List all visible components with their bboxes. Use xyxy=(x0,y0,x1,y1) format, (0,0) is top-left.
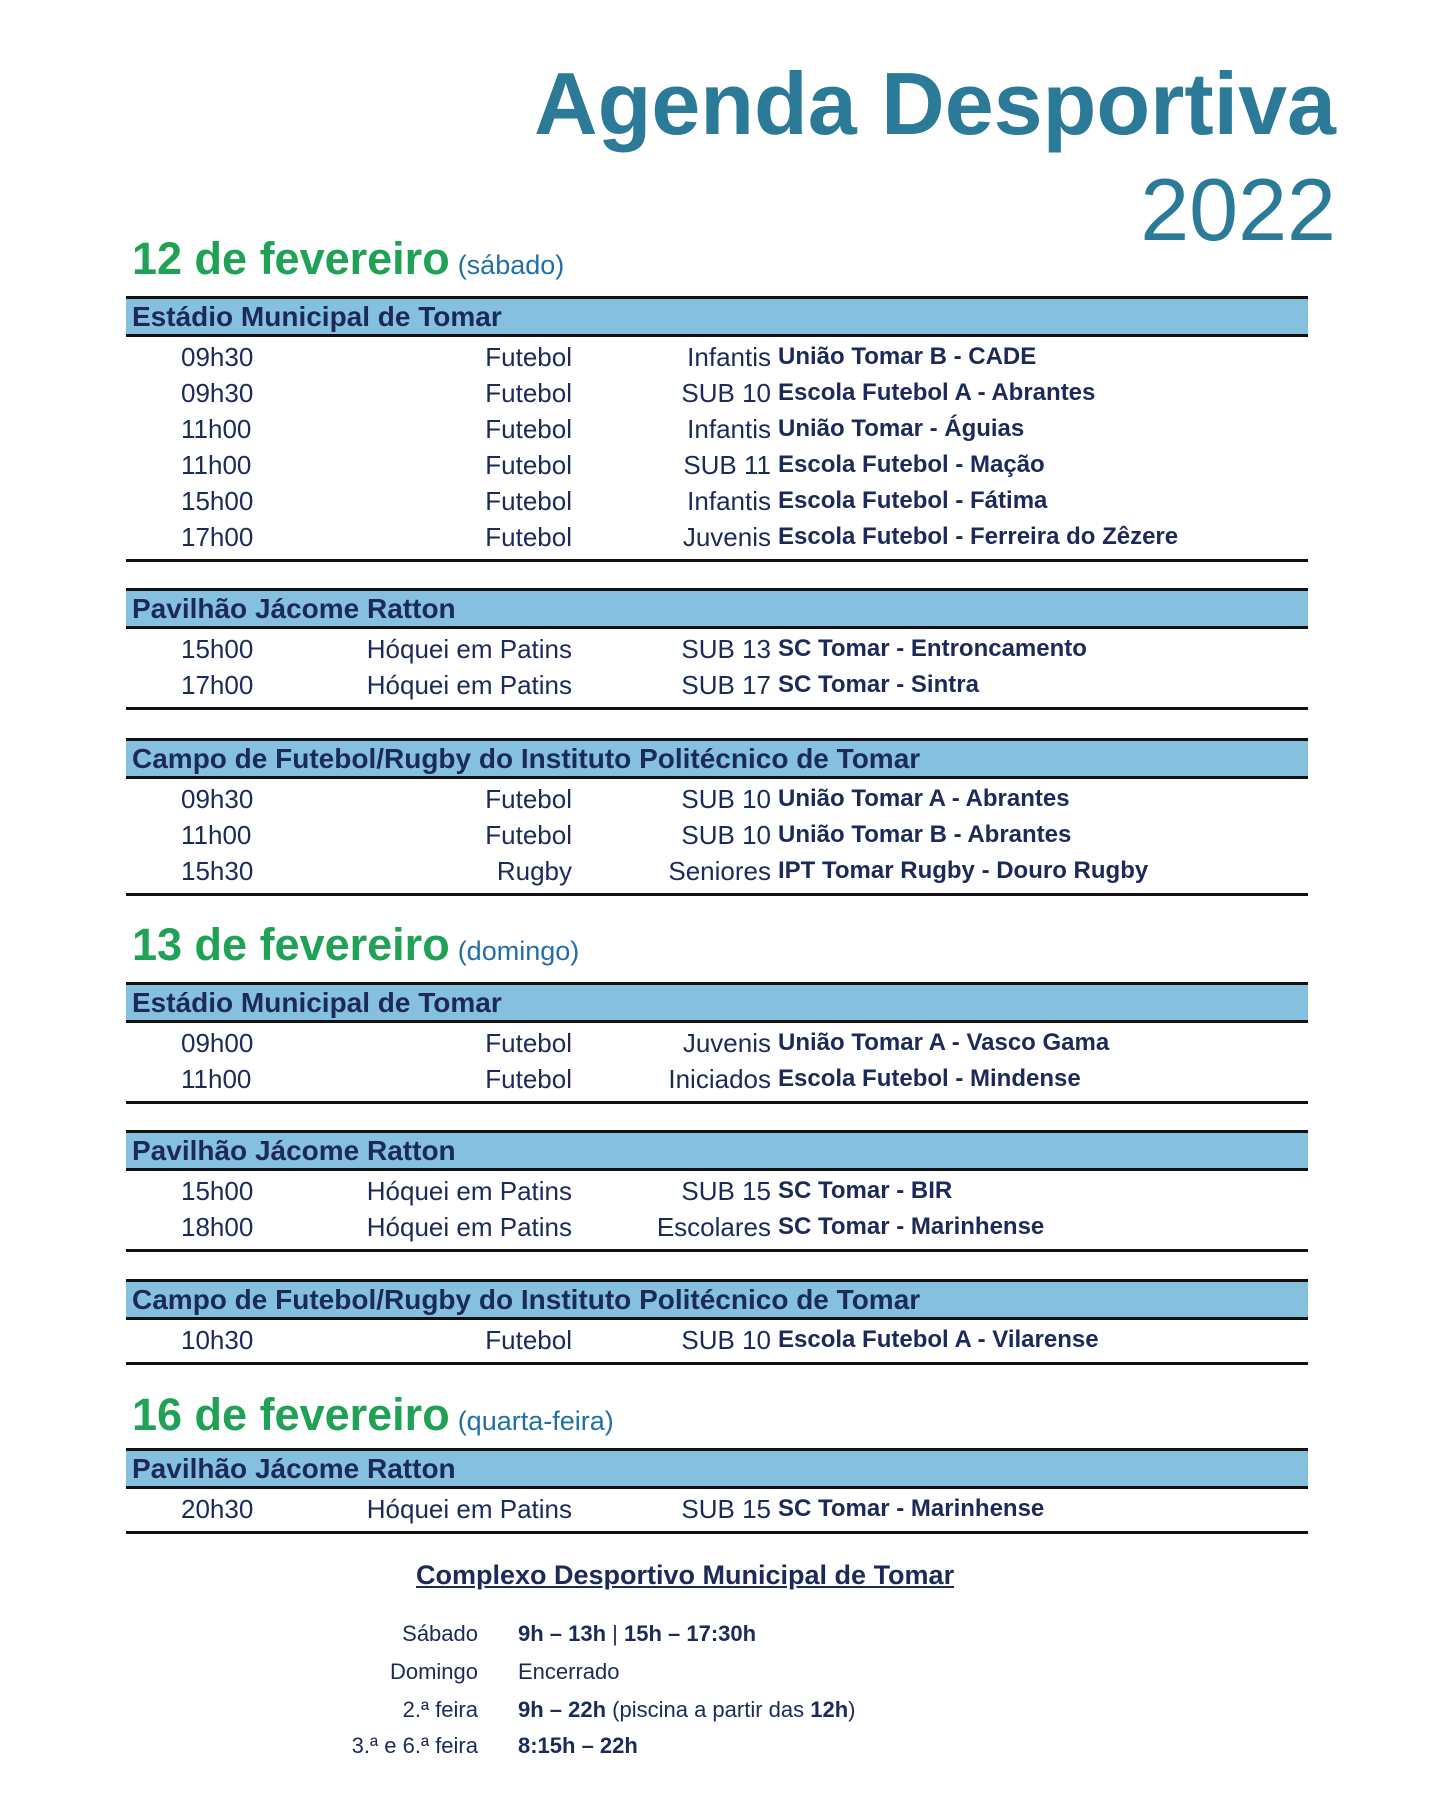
venue-games xyxy=(126,629,1308,710)
game-time: 15h00 xyxy=(181,634,254,664)
game-match: SC Tomar - BIR xyxy=(778,1177,953,1204)
table-row xyxy=(126,1491,1308,1527)
table-row xyxy=(126,483,1308,519)
table-row xyxy=(126,1173,1308,1209)
hours-time: 8:15h – 22h xyxy=(518,1733,638,1758)
venue-games xyxy=(126,1320,1308,1365)
game-category: Iniciados xyxy=(668,1064,771,1094)
table-row xyxy=(126,339,1308,375)
year-label: 2022 xyxy=(1140,160,1336,259)
game-category: SUB 15 xyxy=(681,1176,771,1206)
game-match: SC Tomar - Sintra xyxy=(778,671,979,698)
venue-name: Estádio Municipal de Tomar xyxy=(126,296,1308,337)
hours-row xyxy=(0,1729,1448,1763)
venue-games xyxy=(126,1489,1308,1534)
hours-day: Domingo xyxy=(389,1659,478,1684)
game-time: 11h00 xyxy=(181,414,252,444)
table-row xyxy=(126,853,1308,889)
hours-day: 2.ª feira xyxy=(402,1697,478,1722)
game-match: SC Tomar - Marinhense xyxy=(778,1213,1045,1240)
day-weekday: (domingo) xyxy=(457,936,580,966)
venue-name: Pavilhão Jácome Ratton xyxy=(126,588,1308,629)
hours-separator: | xyxy=(606,1621,624,1646)
game-time: 11h00 xyxy=(181,1064,252,1094)
game-category: SUB 17 xyxy=(681,670,771,700)
game-sport: Futebol xyxy=(485,1325,572,1355)
game-category: SUB 15 xyxy=(681,1494,771,1524)
game-time: 09h30 xyxy=(181,784,254,814)
game-match: Escola Futebol - Mação xyxy=(778,451,1045,478)
game-match: Escola Futebol A - Abrantes xyxy=(778,379,1096,406)
game-sport: Hóquei em Patins xyxy=(366,634,572,664)
game-category: Infantis xyxy=(687,342,771,372)
game-match: União Tomar - Águias xyxy=(778,415,1025,442)
game-category: Juvenis xyxy=(682,1028,771,1058)
table-row xyxy=(126,411,1308,447)
table-row xyxy=(126,667,1308,703)
game-sport: Futebol xyxy=(485,784,572,814)
game-sport: Futebol xyxy=(485,820,572,850)
hours-value xyxy=(518,1693,856,1727)
game-sport: Hóquei em Patins xyxy=(366,1176,572,1206)
venue-block xyxy=(126,588,1308,710)
table-row xyxy=(126,1322,1308,1358)
game-match: Escola Futebol - Ferreira do Zêzere xyxy=(778,523,1179,550)
table-row xyxy=(126,375,1308,411)
page-title: Agenda Desportiva xyxy=(534,54,1336,153)
venue-name: Pavilhão Jácome Ratton xyxy=(126,1130,1308,1171)
table-row xyxy=(126,447,1308,483)
game-sport: Hóquei em Patins xyxy=(366,670,572,700)
game-time: 15h30 xyxy=(181,856,254,886)
venue-block xyxy=(126,1130,1308,1252)
game-match: União Tomar B - CADE xyxy=(778,343,1037,370)
venue-name: Campo de Futebol/Rugby do Instituto Politécnico de Tomar xyxy=(126,738,1308,779)
game-time: 09h30 xyxy=(181,378,254,408)
game-match: SC Tomar - Marinhense xyxy=(778,1495,1045,1522)
game-match: União Tomar B - Abrantes xyxy=(778,821,1072,848)
day-date: 13 de fevereiro xyxy=(132,919,450,970)
hours-note-end: ) xyxy=(848,1697,856,1722)
venue-games xyxy=(126,337,1308,562)
venue-block xyxy=(126,296,1308,562)
day-weekday: (quarta-feira) xyxy=(457,1406,614,1436)
hours-value xyxy=(518,1655,620,1689)
hours-note-time: 12h xyxy=(810,1697,849,1722)
game-category: SUB 10 xyxy=(681,784,771,814)
table-row xyxy=(126,631,1308,667)
venue-block xyxy=(126,1448,1308,1534)
game-time: 15h00 xyxy=(181,486,254,516)
game-time: 15h00 xyxy=(181,1176,254,1206)
table-row xyxy=(126,781,1308,817)
table-row xyxy=(126,817,1308,853)
game-sport: Futebol xyxy=(485,414,572,444)
game-category: SUB 10 xyxy=(681,820,771,850)
game-category: SUB 11 xyxy=(683,450,771,480)
table-row xyxy=(126,519,1308,555)
table-row xyxy=(126,1025,1308,1061)
game-category: Juvenis xyxy=(682,522,771,552)
hours-time: 15h – 17:30h xyxy=(624,1621,757,1646)
game-match: União Tomar A - Vasco Gama xyxy=(778,1029,1110,1056)
venue-name: Estádio Municipal de Tomar xyxy=(126,982,1308,1023)
hours-row xyxy=(0,1693,1448,1727)
hours-row xyxy=(0,1617,1448,1651)
venue-block xyxy=(126,738,1308,896)
game-sport: Futebol xyxy=(485,522,572,552)
hours-day: Sábado xyxy=(402,1621,478,1646)
game-category: Seniores xyxy=(668,856,771,886)
game-time: 17h00 xyxy=(181,522,254,552)
game-time: 20h30 xyxy=(181,1494,254,1524)
day-date: 16 de fevereiro xyxy=(132,1389,450,1440)
game-time: 11h00 xyxy=(181,820,252,850)
game-time: 17h00 xyxy=(181,670,254,700)
venue-name: Pavilhão Jácome Ratton xyxy=(126,1448,1308,1489)
game-match: Escola Futebol - Fátima xyxy=(778,487,1048,514)
table-row xyxy=(126,1209,1308,1245)
game-sport: Hóquei em Patins xyxy=(366,1212,572,1242)
game-match: União Tomar A - Abrantes xyxy=(778,785,1070,812)
game-category: SUB 13 xyxy=(681,634,771,664)
game-match: IPT Tomar Rugby - Douro Rugby xyxy=(778,857,1149,884)
game-sport: Futebol xyxy=(485,486,572,516)
game-category: Escolares xyxy=(656,1212,771,1242)
game-time: 11h00 xyxy=(181,450,252,480)
game-sport: Rugby xyxy=(496,856,572,886)
hours-value xyxy=(518,1617,756,1651)
venue-block xyxy=(126,1279,1308,1365)
game-time: 09h30 xyxy=(181,342,254,372)
venue-block xyxy=(126,982,1308,1104)
day-heading xyxy=(132,233,565,284)
hours-note: (piscina a partir das xyxy=(606,1697,811,1722)
day-weekday: (sábado) xyxy=(457,250,565,280)
game-sport: Futebol xyxy=(485,1028,572,1058)
venue-games xyxy=(126,1171,1308,1252)
game-time: 09h00 xyxy=(181,1028,254,1058)
game-match: SC Tomar - Entroncamento xyxy=(778,635,1087,662)
table-row xyxy=(126,1061,1308,1097)
game-sport: Futebol xyxy=(485,1064,572,1094)
game-category: Infantis xyxy=(687,414,771,444)
game-match: Escola Futebol - Mindense xyxy=(778,1065,1081,1092)
complex-title: Complexo Desportivo Municipal de Tomar xyxy=(416,1560,955,1590)
hours-note: Encerrado xyxy=(518,1659,620,1684)
game-sport: Futebol xyxy=(485,342,572,372)
game-sport: Futebol xyxy=(485,378,572,408)
game-category: Infantis xyxy=(687,486,771,516)
game-match: Escola Futebol A - Vilarense xyxy=(778,1326,1099,1353)
hours-day: 3.ª e 6.ª feira xyxy=(351,1733,478,1758)
hours-row xyxy=(0,1655,1448,1689)
hours-time: 9h – 13h xyxy=(518,1621,607,1646)
hours-time: 9h – 22h xyxy=(518,1697,607,1722)
game-time: 10h30 xyxy=(181,1325,254,1355)
hours-value xyxy=(518,1729,638,1763)
game-category: SUB 10 xyxy=(681,1325,771,1355)
venue-games xyxy=(126,779,1308,896)
day-date: 12 de fevereiro xyxy=(132,233,450,284)
venue-name: Campo de Futebol/Rugby do Instituto Politécnico de Tomar xyxy=(126,1279,1308,1320)
day-heading xyxy=(132,1389,614,1440)
game-time: 18h00 xyxy=(181,1212,254,1242)
day-heading xyxy=(132,919,580,970)
game-sport: Hóquei em Patins xyxy=(366,1494,572,1524)
venue-games xyxy=(126,1023,1308,1104)
game-category: SUB 10 xyxy=(681,378,771,408)
game-sport: Futebol xyxy=(485,450,572,480)
